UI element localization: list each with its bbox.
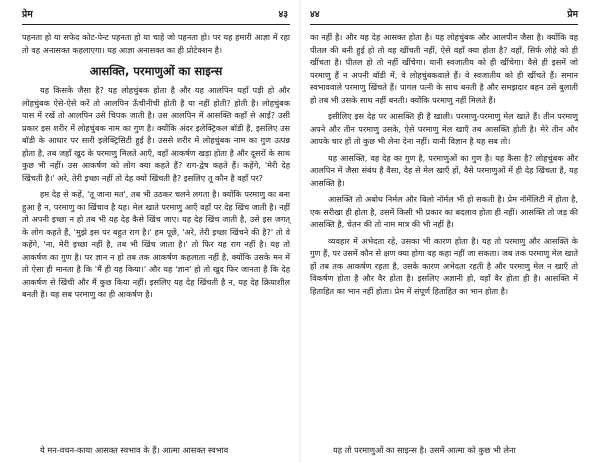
running-title: प्रेम — [567, 9, 578, 20]
page-number: ४४ — [310, 9, 320, 20]
paragraph-continues: यह तो परमाणुओं का साइन्स है। उसमें आत्मा को कुछ भी लेना — [333, 445, 516, 455]
paragraph-continued: का नहीं है। और यह देह आसक्त होता है। यह लोहचुंबक और आलपीन जैसा है। क्योंकि वह पीतल की बनी हुई हो तो वह खींचती नहीं, ऐसे वहाँ क्या होता है? वहाँ, सिर्फ लोहे को ही खींचता है। पीतल हो तो नहीं खींचेगा। यानी स्वजातीय को ही खींचेगा। वैसे ही इसमें जो परमाणु हैं न अपनी बॉडी में, वे लोहचुंबकवाले हैं। वे स्वजातीय को ही खींचते हैं। समान स्वभाववाले परमाणु खिंचते हैं। पागल पत्नी के साथ बनती है और समझदार बहन उसे बुलाती हो तब भी उसके साथ नहीं बनती। क्योंकि परमाणु नहीं मिलते हैं। — [310, 32, 578, 105]
section-heading: आसक्ति, परमाणुओं का साइन्स — [89, 64, 223, 78]
running-title: प्रेम — [22, 9, 33, 20]
paragraph: यह आसक्ति, वह देह का गुण है, परमाणुओं का गुण है। यह कैसा है? लोहचुंबक और आलपिन में जैसा संबंध है वैसा, देह से मेल खाएँ हों, वैसे परमाणुओं में ही देह खिंचता है, यह आसक्ति है। — [310, 152, 578, 188]
header-rule — [22, 24, 290, 25]
paragraph: हम देह से कहें, 'तू जाना मत', तब भी उठकर चलने लगता है। क्योंकि परमाणु का बना हुआ है न, परमाणु का खिंचाव है यह। मेल खाते परमाणु आएँ वहाँ पर देह खिंच जाती है। नहीं तो अपनी इच्छा न हो तब भी यह देह कैसे खिंच जाए। यह देह खिंच जाती है, उसे इस जगत् के लोग कहते हैं, 'मुझे इस पर बहुत राग है।' हम पूछें, 'अरे, तेरी इच्छा खिंचने की है?' तो वे कहेंगे, 'ना, मेरी इच्छा नहीं है, तब भी खिंच जाता है।' तो फिर यह राग नहीं है। यह तो आकर्षण का गुण है। पर ज्ञान न हो तब तक आकर्षण कहलाता नहीं है, क्योंकि उसके मन में तो ऐसा ही मानता है कि 'मैं ही यह किया।' और यह 'ज्ञान' हो तो खुद फिर जानता है कि देह आकर्षण से खिंची और मैं कुछ किया नहीं। इसलिए यह देह खिंचती है न, यह देह क्रियाशील बनती है। यह सब परमाणु का ही आकर्षण है। — [22, 189, 290, 299]
paragraph-continues: ये मन-वचन-काया आसक्त स्वभाव के हैं। आत्मा आसक्त स्वभाव — [40, 445, 229, 455]
header-rule — [310, 24, 578, 25]
paragraph: आसक्ति तो अबोध निर्मल और बिलो नॉर्मल भी हो सकती है। प्रेम नॉर्मेलिटी में होता है, एक सरीखा ही होता है, उसमें किसी भी प्रकार का बदलाव होता ही नहीं। आसक्ति तो जड़ की आसक्ति है, चेतन की तो नाम मात्र की भी नहीं है। — [310, 194, 578, 229]
paragraph: व्यवहार में अभेदता रहे, उसका भी कारण होता है। यह तो परमाणु और आसक्ति के गुण हैं, पर उसमें कौन से क्षण क्या होगा वह कहा नहीं जा सकता। जब तक परमाणु मेल खाते हों तब तक आकर्षण रहता है, उसके कारण अभेदता रहती है और परमाणु मेल न खाएँ तो विकर्षण होता है और वैर होता है। इसलिए अज्ञानी हो, वहाँ वैर होता ही है। आसक्ति में हिताहित का भान नहीं होता। प्रेम में संपूर्ण हिताहित का भान होता है। — [310, 235, 579, 296]
page-number: ४३ — [278, 9, 288, 20]
right-page — [301, 0, 600, 463]
paragraph: इसीलिए इस देह पर आसक्ति ही है खाली। परमाणु-परमाणु मेल खाते हैं। तीन परमाणु अपने और तीन परमाणु उसके, ऐसे परमाणु मेल खाएँ तब आसक्ति होती है। मेरे तीन और आपके चार हों तो कुछ भी लेना देना नहीं। यानी विज्ञान है यह सब तो। — [310, 111, 578, 146]
paragraph-continued: पहनता हो या सफेद कोट-पेन्ट पहनता हो या चाहे जो पहनता हो। पर यह हमारी आज्ञा में रहा तो वह अनासक्त कहलाएगा। यह आज्ञा अनासक्त का ही प्रोटेक्शन है। — [22, 32, 290, 55]
paragraph: यह किसके जैसा है? यह लोहचुंबक होता है और यह आलपिन यहाँ पड़ी हो और लोहचुंबक ऐसे-ऐसे करें तो आलपिन ऊँचीनीची होती है या नहीं होती? होती है। लोहचुंबक पास में रखें तो आलपिन उसे चिपक जाती है। उस आलपिन में आसक्ति कहाँ से आई? उसी प्रकार इस शरीर में लोहचुंबक नाम का गुण है। क्योंकि अंदर इलेक्ट्रिकल बॉडी है, इसलिए उस बॉडी के आधार पर सारी इलेक्ट्रिसिटी हुई है। उससे शरीर में लोहचुंबक नाम का गुण उत्पन्न होता है, तब जहाँ खुद के परमाणु मिलते आएँ, वहाँ आकर्षण खड़ा होता है और दूसरों के साथ कुछ भी नहीं। उस आकर्षण को लोग क्या कहते हैं? राग-द्वेष कहते हैं। कहेंगे, 'मेरी देह खिंचती है।' अरे, तेरी इच्छा नहीं तो देह क्यों खिंचती है? इसलिए तू कौन है वहाँ पर? — [22, 85, 290, 183]
